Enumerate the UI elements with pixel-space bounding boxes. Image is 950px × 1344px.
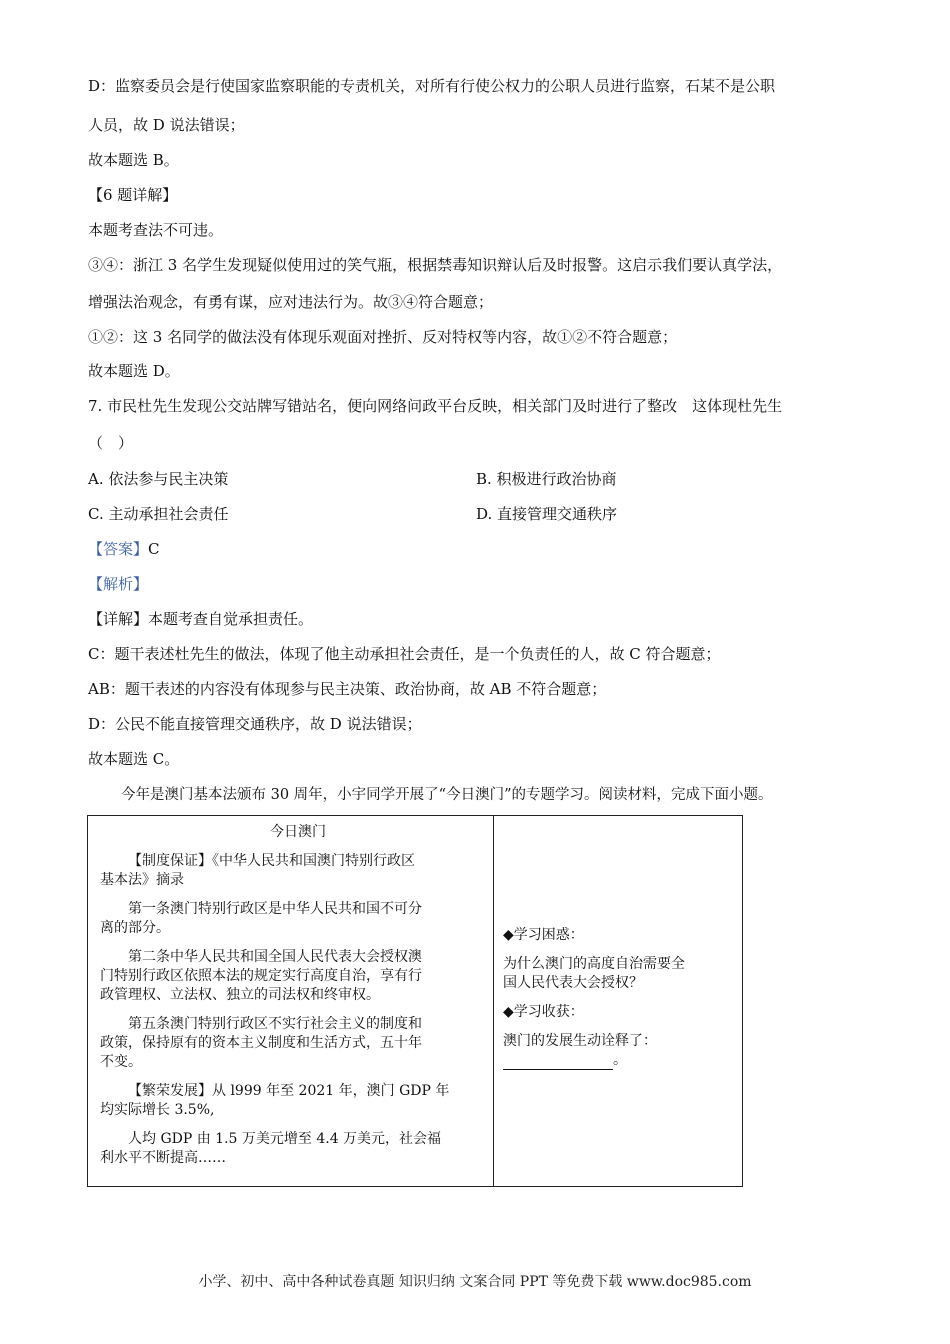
left-line: 第一条澳门特别行政区是中华人民共和国不可分 (128, 901, 422, 917)
analysis-line: D：公民不能直接管理交通秩序，故 D 说法错误； (88, 715, 422, 733)
analysis-line: 【详解】本题考查自觉承担责任。 (88, 610, 314, 628)
option-d: D. 直接管理交通秩序 (476, 505, 618, 523)
option-a: A. 依法参与民主决策 (88, 470, 229, 488)
analysis-line: AB：题干表述的内容没有体现参与民主决策、政治协商，故 AB 不符合题意； (88, 680, 607, 698)
answer-value: C (148, 540, 160, 558)
left-line: 不变。 (100, 1054, 142, 1070)
table-right-cell (503, 926, 738, 1070)
section-heading: 【6 题详解】 (88, 186, 178, 204)
gain-end: 。 (613, 1052, 627, 1068)
option-c: C. 主动承担社会责任 (88, 505, 229, 523)
left-line: 【制度保证】《中华人民共和国澳门特别行政区 (128, 853, 415, 869)
left-line: 人均 GDP 由 1.5 万美元增至 4.4 万美元，社会福 (128, 1131, 442, 1147)
gain-label: ◆学习收获： (503, 1004, 584, 1020)
material-intro: 今年是澳门基本法颁布 30 周年，小宇同学开展了“今日澳门”的专题学习。阅读材料，完成下面小题。 (121, 787, 773, 803)
text-line: ①②：这 3 名同学的做法没有体现乐观面对挫折、反对特权等内容，故①②不符合题意； (88, 328, 678, 346)
left-line: 利水平不断提高…… (100, 1150, 226, 1166)
left-line: 政策，保持原有的资本主义制度和生活方式，五十年 (100, 1035, 422, 1051)
text-line: 故本题选 B。 (88, 151, 179, 169)
text-line: 故本题选 D。 (88, 362, 180, 380)
table-divider (493, 815, 494, 1187)
left-line: 【繁荣发展】从 l999 年至 2021 年，澳门 GDP 年 (128, 1083, 450, 1099)
table-title: 今日澳门 (270, 824, 326, 840)
gain-blank-line (503, 1051, 738, 1070)
left-line: 门特别行政区依照本法的规定实行高度自治，享有行 (100, 968, 422, 984)
puzzle-line: 国人民代表大会授权？ (503, 975, 643, 991)
left-line: 第二条中华人民共和国全国人民代表大会授权澳 (128, 949, 422, 965)
left-line: 第五条澳门特别行政区不实行社会主义的制度和 (128, 1016, 422, 1032)
question-7-bracket: （ ） (88, 434, 134, 452)
answer-line (88, 539, 160, 559)
option-b: B. 积极进行政治协商 (476, 470, 617, 488)
analysis-line: C：题干表述杜先生的做法，体现了他主动承担社会责任，是一个负责任的人，故 C 符合题意； (88, 645, 721, 663)
page-footer: 小学、初中、高中各种试卷真题 知识归纳 文案合同 PPT 等免费下载 www.doc985.com (198, 1274, 752, 1290)
text-line: 增强法治观念，有勇有谋，应对违法行为。故③④符合题意； (88, 293, 494, 311)
left-line: 基本法》摘录 (100, 872, 184, 888)
answer-blank (503, 1055, 613, 1070)
left-line: 政管理权、立法权、独立的司法权和终审权。 (100, 987, 380, 1003)
answer-label: 【答案】 (88, 540, 149, 558)
table-left-cell (100, 852, 490, 1168)
analysis-label: 【解析】 (88, 575, 149, 593)
text-line: ③④：浙江 3 名学生发现疑似使用过的笑气瓶，根据禁毒知识辩认后及时报警。这启示我们要认真学法， (88, 256, 783, 274)
puzzle-label: ◆学习困惑： (503, 927, 584, 943)
puzzle-line: 为什么澳门的高度自治需要全 (503, 956, 685, 972)
gain-line: 澳门的发展生动诠释了： (503, 1033, 657, 1049)
text-line: 本题考查法不可违。 (88, 221, 224, 239)
text-line: 人员，故 D 说法错误； (88, 116, 245, 134)
text-line: D：监察委员会是行使国家监察职能的专责机关，对所有行使公权力的公职人员进行监察，石某不是公职 (88, 77, 776, 95)
left-line: 均实际增长 3.5%, (100, 1102, 215, 1118)
left-line: 离的部分。 (100, 920, 170, 936)
question-7-stem: 7. 市民杜先生发现公交站牌写错站名，便向网络问政平台反映，相关部门及时进行了整改 这体现杜先生 (88, 397, 783, 415)
analysis-line: 故本题选 C。 (88, 750, 180, 768)
